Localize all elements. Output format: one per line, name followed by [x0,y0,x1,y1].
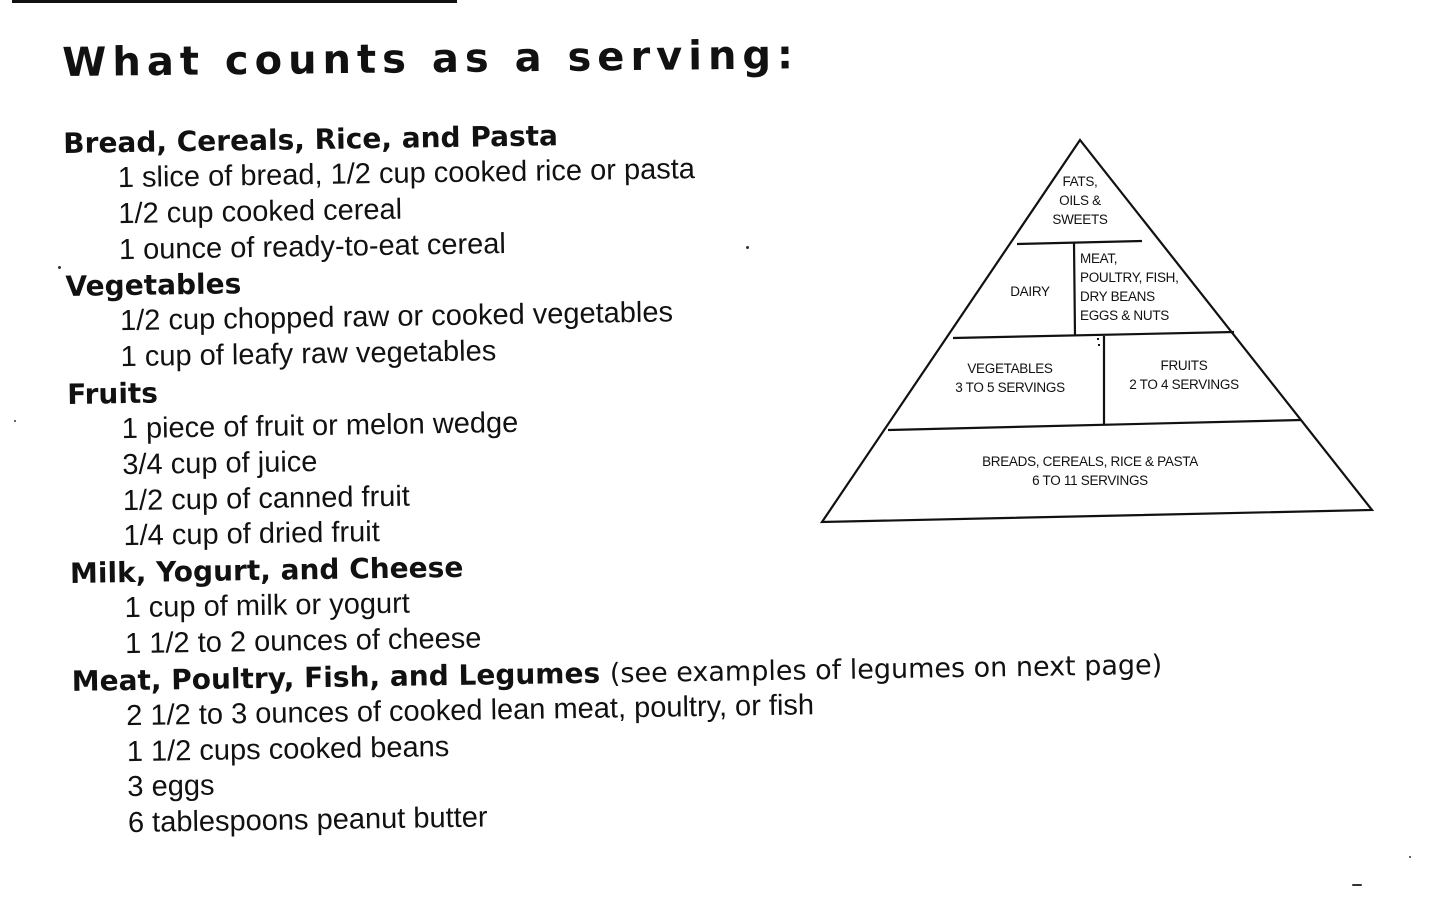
category-name: Milk, Yogurt, and Cheese [69,550,464,591]
pyramid-label: VEGETABLES [967,361,1053,376]
tier-vegetables [935,359,1085,397]
category-name: Fruits [66,376,159,411]
list-item: 1 cup of milk or yogurt [124,587,411,625]
category-milk [70,537,1272,663]
category-name: Vegetables [65,267,242,304]
pyramid-label: SWEETS [1052,212,1108,227]
category-name: Bread, Cereals, Rice, and Pasta [63,119,559,160]
list-item: 1/2 cup chopped raw or cooked vegetables [119,296,674,338]
scan-speck [1352,884,1362,886]
tier-fruits [1110,356,1258,394]
dairy-divider [1074,243,1075,336]
tier-line-1 [1017,241,1142,244]
speck [1098,344,1100,346]
pyramid-label: 6 TO 11 SERVINGS [1032,473,1148,488]
list-item: 1 slice of bread, 1/2 cup cooked rice or pasta [117,153,696,195]
category-meat [71,645,1274,843]
top-rule [12,0,457,3]
pyramid-label: EGGS & NUTS [1080,308,1169,323]
list-item: 1/4 cup of dried fruit [123,516,381,553]
tier-line-3 [888,420,1301,430]
list-item: 2 1/2 to 3 ounces of cooked lean meat, poultry, or fish [126,689,815,732]
pyramid-label: 2 TO 4 SERVINGS [1129,377,1239,392]
scan-speck [58,266,61,269]
category-name: Meat, Poultry, Fish, and Legumes [71,656,601,698]
pyramid-label: DAIRY [1010,284,1050,299]
pyramid-label: MEAT, [1080,251,1118,266]
list-item: 1/2 cup of canned fruit [122,480,411,517]
list-item: 1 ounce of ready-to-eat cereal [118,227,507,266]
scan-speck [746,246,749,249]
tier-dairy [990,282,1070,301]
speck [1097,338,1099,340]
food-pyramid [810,130,1390,540]
page-title: What counts as a serving: [62,32,800,86]
tier-breads [960,452,1220,490]
list-item: 1 1/2 to 2 ounces of cheese [124,622,482,661]
tier-fats-oils-sweets [1040,172,1120,229]
scan-speck [14,420,16,422]
pyramid-label: FATS, [1062,174,1098,189]
tier-line-2 [953,332,1234,338]
list-item: 3/4 cup of juice [122,445,318,481]
pyramid-label: OILS & [1059,193,1101,208]
pyramid-label: 3 TO 5 SERVINGS [955,380,1065,395]
pyramid-label: FRUITS [1160,358,1208,373]
list-item: 1 1/2 cups cooked beans [126,730,450,768]
scan-speck [1409,856,1411,858]
list-item: 1/2 cup cooked cereal [118,193,403,230]
category-note: (see examples of legumes on next page) [609,649,1163,690]
list-item: 6 tablespoons peanut butter [127,801,488,840]
pyramid-label: DRY BEANS [1080,289,1155,304]
list-item: 3 eggs [127,770,215,804]
list-item: 1 cup of leafy raw vegetables [120,335,497,374]
tier-meat [1080,249,1210,325]
list-item: 1 piece of fruit or melon wedge [121,406,519,446]
pyramid-label: BREADS, CEREALS, RICE & PASTA [982,454,1198,469]
pyramid-label: POULTRY, FISH, [1080,270,1179,285]
